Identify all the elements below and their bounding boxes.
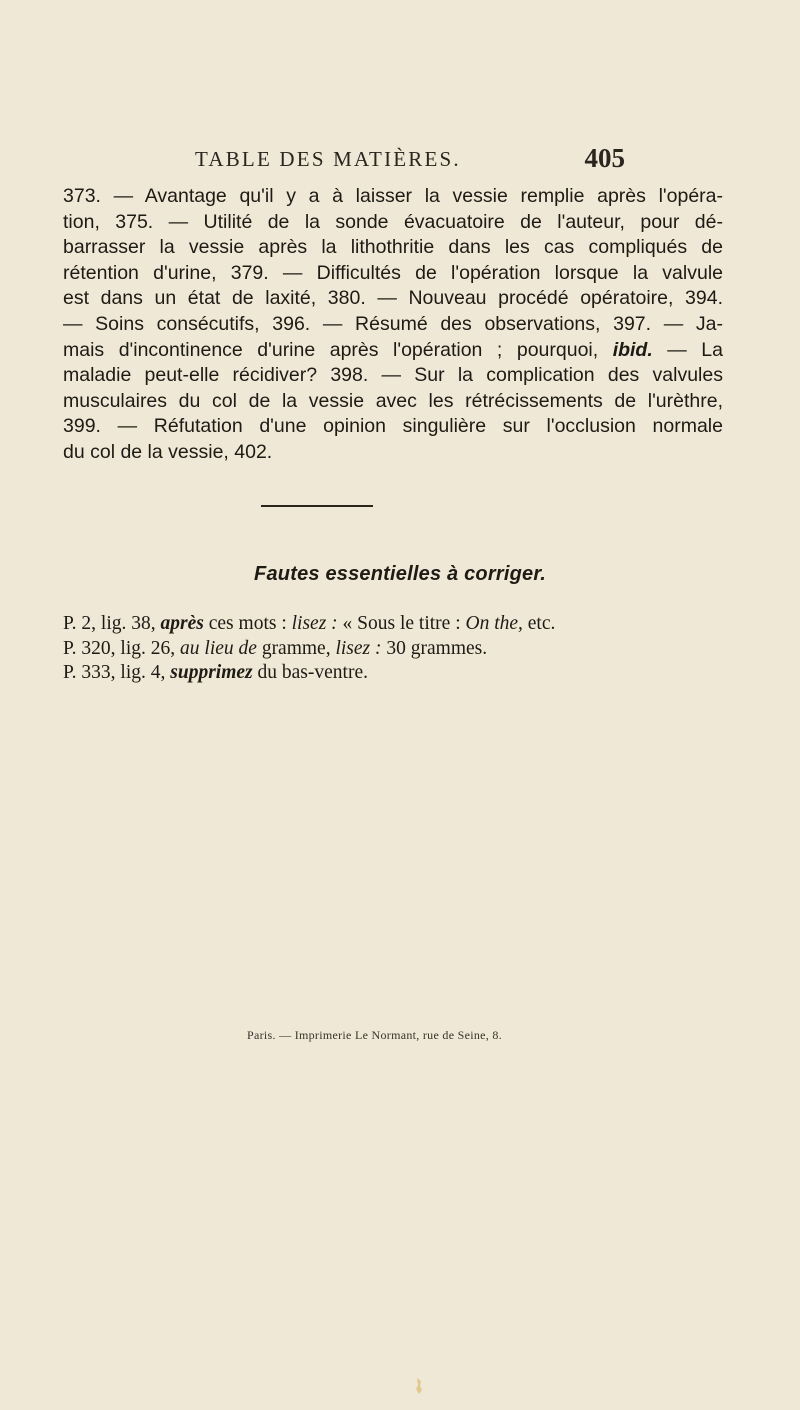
ibid-italic: ibid. — [612, 338, 653, 361]
errata-quote: On the, — [465, 613, 523, 634]
errata-text: etc. — [522, 613, 556, 634]
table-of-contents-paragraph — [63, 184, 723, 466]
body-line: barrasser la vessie après la lithothritie dans les cas compliqués de — [63, 236, 723, 259]
errata-list — [63, 612, 743, 686]
body-line: — Soins consécutifs, 396. — Résumé des observations, 397. — Ja- — [63, 312, 723, 335]
body-line-tail: — La — [652, 338, 723, 361]
body-line: 399. — Réfutation d'une opinion singulière sur l'occlusion normale — [63, 415, 723, 438]
errata-ref: P. 320, lig. 26, — [63, 637, 181, 659]
errata-keyword: au lieu de — [180, 637, 257, 659]
errata-text: du bas-ventre. — [252, 662, 368, 683]
errata-keyword: lisez : — [335, 637, 382, 659]
running-head — [195, 143, 625, 177]
errata-title: Fautes essentielles à corriger. — [254, 563, 546, 585]
errata-line — [63, 637, 743, 662]
page-number: 405 — [584, 143, 625, 173]
errata-text: gramme, — [256, 637, 336, 659]
body-line: musculaires du col de la vessie avec les rétrécissements de l'urèthre, — [63, 389, 723, 412]
body-line: est dans un état de laxité, 380. — Nouveau procédé opératoire, 394. — [63, 287, 723, 310]
errata-text: « Sous le titre : — [337, 613, 466, 634]
body-line: tion, 375. — Utilité de la sonde évacuatoire de l'auteur, pour dé- — [63, 210, 723, 233]
printer-imprint: Paris. — Imprimerie Le Normant, rue de Seine, 8. — [247, 1028, 502, 1042]
errata-line — [63, 612, 743, 637]
errata-ref: P. 333, lig. 4, — [63, 662, 171, 683]
errata-keyword: supprimez — [170, 662, 253, 683]
body-line: rétention d'urine, 379. — Difficultés de l'opération lorsque la valvule — [63, 261, 723, 284]
errata-keyword: après — [160, 613, 204, 634]
errata-line — [63, 661, 743, 686]
body-line — [63, 338, 723, 364]
errata-text: ces mots : — [203, 613, 292, 634]
body-line: 373. — Avantage qu'il y a à laisser la vessie remplie après l'opéra- — [63, 185, 723, 207]
section-divider — [261, 505, 373, 507]
errata-text: 30 grammes. — [381, 637, 488, 659]
paper-blemish — [415, 1378, 423, 1394]
body-line-text: mais d'incontinence d'urine après l'opération ; pourquoi, — [63, 338, 613, 361]
errata-keyword: lisez : — [291, 613, 338, 634]
running-title: TABLE DES MATIÈRES. — [195, 147, 461, 171]
errata-ref: P. 2, lig. 38, — [63, 613, 161, 634]
body-line: maladie peut-elle récidiver? 398. — Sur la complication des valvules — [63, 364, 723, 387]
body-line: du col de la vessie, 402. — [63, 440, 273, 463]
